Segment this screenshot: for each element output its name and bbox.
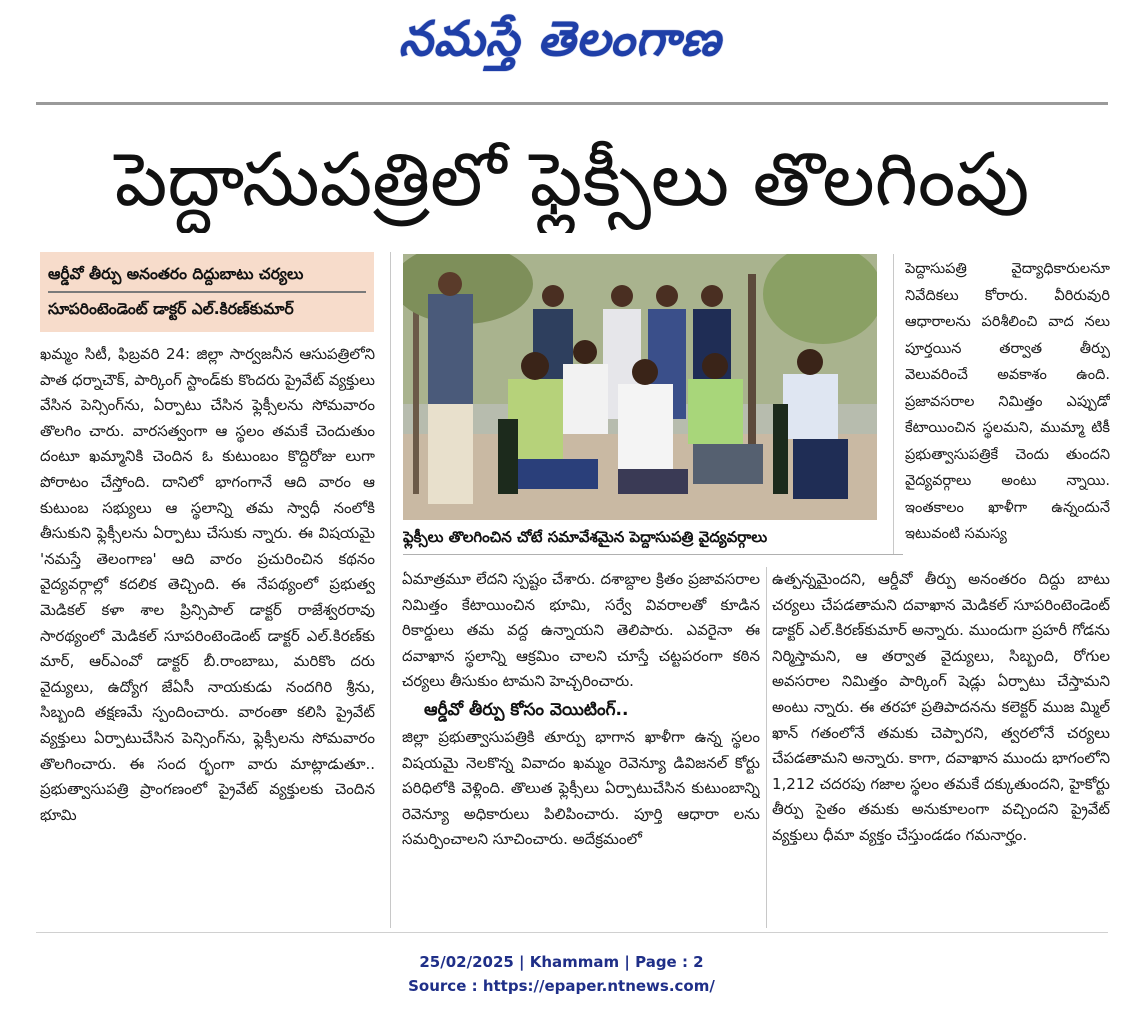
masthead-logo — [340, 10, 780, 80]
kicker-line-1: ఆర్డీవో తీర్పు అనంతరం దిద్దుబాటు చర్యలు — [48, 265, 304, 283]
photo-caption: ఫ్లెక్సీలు తొలగించిన చోటే సమావేశమైన పెద్దాసుపత్రి వైద్యవర్గాలు — [403, 528, 768, 546]
masthead-title: నమస్తే తెలంగాణ — [398, 11, 722, 67]
article-paragraph: పెద్దాసుపత్రి వైద్యాధికారులనూ నివేదికలు కోరారు. వీరిరువురి ఆధారాలను పరిశీలించి వాద నలు పూర్తయిన తర్వాత తీర్పు వెలువరించే అవకాశం ఉంది. ప్రజావసరాల నిమిత్తం ఎప్పుడో కేటాయించిన స్థలమని, ముమ్మా టికీ ప్రభుత్వాసుపత్రికే చెందు తుందని వైద్యవర్గాలు అంటు న్నాయి. ఇంతకాలం ఖాళీగా ఉన్నందునే ఇటువంటి సమస్య — [905, 261, 1110, 542]
kicker-line-2: సూపరింటెండెంట్ డాక్టర్ ఎల్.కిరణ్‌కుమార్ — [48, 300, 294, 318]
bottom-divider — [36, 932, 1108, 933]
source-footer — [0, 950, 1123, 998]
column-divider — [766, 567, 767, 928]
article-column-3-top — [905, 256, 1110, 556]
footer-date-line: 25/02/2025 | Khammam | Page : 2 — [419, 953, 704, 971]
article-column-1 — [40, 342, 375, 927]
headline: పెద్దాసుపత్రిలో ఫ్లెక్సీలు తొలగింపు — [114, 137, 1030, 223]
masthead-divider — [36, 102, 1108, 105]
article-paragraph: జిల్లా ప్రభుత్వాసుపత్రికి తూర్పు భాగాన ఖాళీగా ఉన్న స్థలం విషయమై నెలకొన్న వివాదం ఖమ్మం రెవెన్యూ డివిజనల్ కోర్టు పరిధిలోకి వెళ్లింది. తొలుత ఫ్లెక్సీలు ఏర్పాటుచేసిన కుటుంబాన్ని రెవెన్యూ అధికారులు పిలిపించారు. పూర్తి ఆధారా లను సమర్పించాలని సూచించారు. అదేక్రమంలో — [402, 727, 760, 849]
kicker-box — [40, 252, 374, 332]
subheading: ఆర్డీవో తీర్పు కోసం వెయిటింగ్.. — [424, 699, 629, 720]
article-column-3 — [772, 567, 1110, 927]
column-divider — [893, 254, 894, 554]
footer-source-line: Source : https://epaper.ntnews.com/ — [408, 977, 715, 995]
caption-rule — [403, 554, 903, 555]
article-column-2 — [402, 567, 760, 927]
article-paragraph: ఏమాత్రమూ లేదని స్పష్టం చేశారు. దశాబ్దాల క్రితం ప్రజావసరాల నిమిత్తం కేటాయించిన భూమి, సర్వే వివరాలతో కూడిన రికార్డులు తమ వద్ద ఉన్నాయని తెలిపారు. ఎవరైనా ఈ దవాఖాన స్థలాన్ని ఆక్రమిం చాలని చూస్తే చట్టపరంగా కఠిన చర్యలు తీసుకుం టామని హెచ్చరించారు. — [402, 570, 760, 691]
article-paragraph: ఖమ్మం సిటీ, ఫిబ్రవరి 24: జిల్లా సార్వజనీన ఆసుపత్రిలోని పాత ధర్నాచౌక్, పార్కింగ్ స్టాండ్‌కు కొందరు ప్రైవేట్ వ్యక్తులు వేసిన పెన్సింగ్‌ను, ఏర్పాటు చేసిన ఫ్లెక్సీలను సోమవారం తొలగిం చారు. వారసత్వంగా ఆ స్థలం తమకే చెందుతుం దంటూ ఖమ్మానికి చెందిన ఓ కుటుంబం కొద్దిరోజు లుగా పోరాటం చేస్తోంది. దానిలో భాగంగానే ఆది వారం ఆ కుటుంబ సభ్యులు ఆ స్థలాన్ని తమ స్వాధీ నంలోకి తీసుకుని ఫ్లెక్సీలను ఏర్పాటు చేసుకు న్నారు. ఈ విషయమై 'నమస్తే తెలంగాణ' ఆది వారం ప్రచురించిన కథనం వైద్యవర్గాల్లో కదలిక తెచ్చింది. ఈ నేపథ్యంలో ప్రభుత్వ మెడికల్ కళా శాల ప్రిన్సిపాల్ డాక్టర్ రాజేశ్వరరావు సారథ్యంలో మెడికల్ సూపరింటెండెంట్ డాక్టర్ ఎల్.కిరణ్‌కు మార్, ఆర్‌ఎంవో డాక్టర్ బీ.రాంబాబు, మరికొం దరు వైద్యులు, ఉద్యోగ జేఏసీ నాయకుడు నందగిరి శ్రీను, సిబ్బంది తక్షణమే స్పందించారు. వారంతా కలిసి ప్రైవేట్ వ్యక్తులు ఏర్పాటుచేసిన పెన్సింగ్‌ను, ఫ్లెక్సీలను సోమవారం తొలగించారు. ఈ సంద ర్భంగా వారు మాట్లాడుతూ.. ప్రభుత్వాసుపత్రి ప్రాంగణంలో ప్రైవేట్ వ్యక్తులకు చెందిన భూమి — [40, 345, 375, 824]
article-paragraph: ఉత్పన్నమైందని, ఆర్డీవో తీర్పు అనంతరం దిద్దు బాటు చర్యలు చేపడతామని దవాఖాన మెడికల్ సూపరింటెండెంట్ డాక్టర్ ఎల్.కిరణ్‌కుమార్ అన్నారు. ముందుగా ప్రహరీ గోడను నిర్మిస్తామని, ఆ తర్వాత వైద్యులు, సిబ్బంది, రోగుల అవసరాల నిమిత్తం పార్కింగ్ షెడ్లు ఏర్పాటు చేస్తామని అంటు న్నారు. ఈ తరహా ప్రతిపాదనను కలెక్టర్ ముజ మ్మిల్ ఖాన్ గతంలోనే తమకు చెప్పారని, త్వరలోనే చర్యలు చేపడతామని అన్నారు. కాగా, దవాఖాన ముందు భాగంలోని 1,212 చదరపు గజాల స్థలం తమకే దక్కుతుందని, హైకోర్టు తీర్పు సైతం తమకు అనుకూలంగా వచ్చిందని ప్రైవేట్ వ్యక్తులు ధీమా వ్యక్తం చేస్తుండడం గమనార్హం. — [772, 570, 1110, 844]
news-photo — [403, 254, 877, 520]
photo-illustration — [403, 254, 877, 520]
column-divider — [390, 252, 391, 928]
